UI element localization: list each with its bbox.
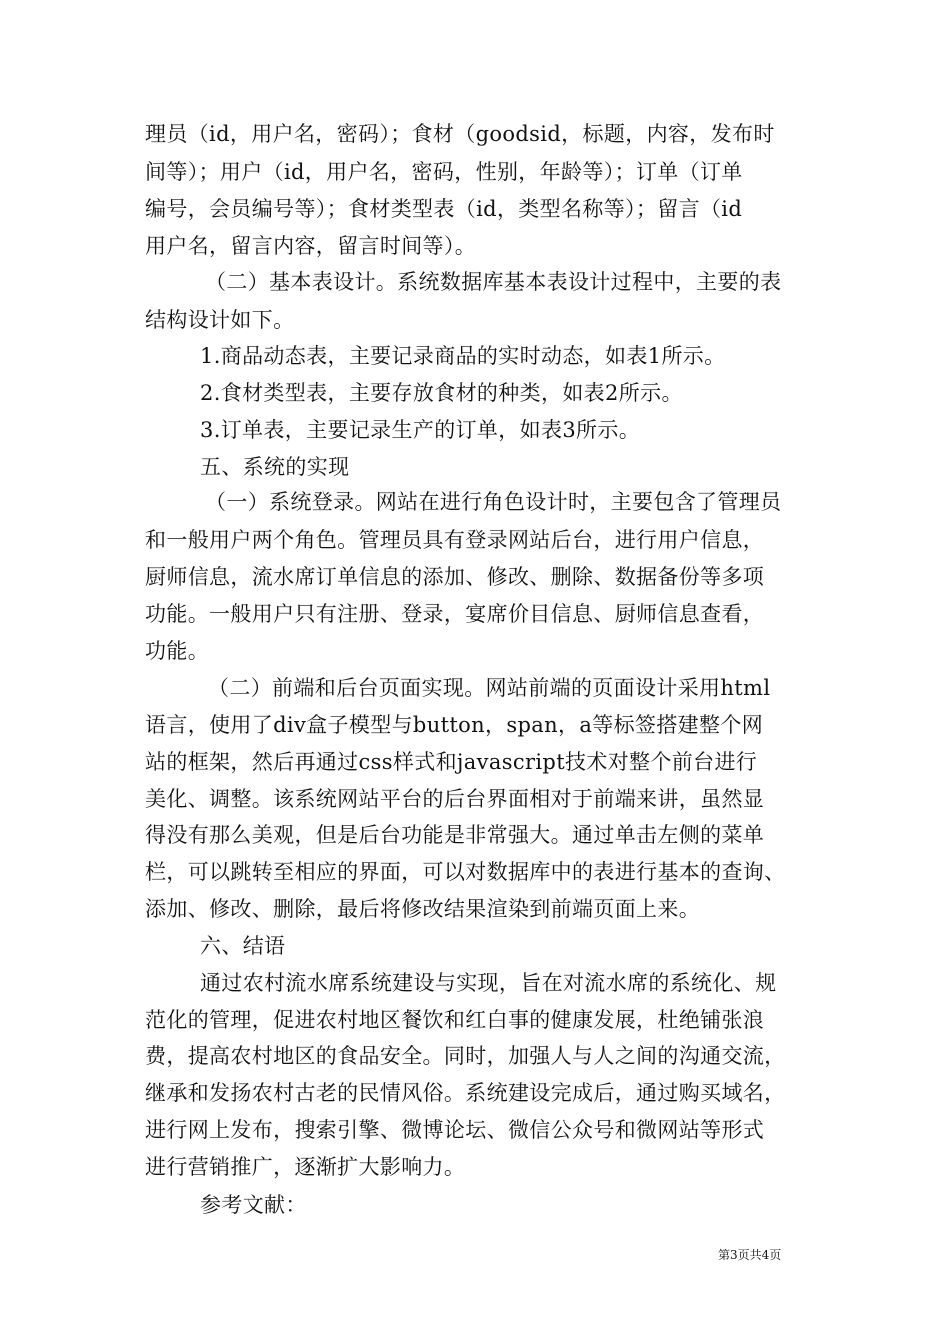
paragraph-frontend-backend: （二）前端和后台页面实现。网站前端的页面设计采用html <box>208 676 771 700</box>
text-line-22: 添加、修改、删除，最后将修改结果渲染到前端页面上来。 <box>145 897 701 921</box>
text-line-6: 结构设计如下。 <box>145 308 295 332</box>
paragraph-basic-table-design: （二）基本表设计。系统数据库基本表设计过程中，主要的表 <box>205 270 782 294</box>
text-line-1: 理员（id，用户名，密码）；食材（goodsid，标题，内容，发布时 <box>145 122 775 146</box>
text-line-29: 进行营销推广，逐渐扩大影响力。 <box>145 1155 466 1179</box>
section-heading-implementation: 五、系统的实现 <box>200 455 350 479</box>
text-line-12: 和一般用户两个角色。管理员具有登录网站后台，进行用户信息， <box>145 528 765 552</box>
text-line-18: 站的框架，然后再通过css样式和javascript技术对整个前台进行 <box>145 750 758 774</box>
text-line-25: 范化的管理，促进农村地区餐饮和红白事的健康发展，杜绝铺张浪 <box>145 1008 765 1032</box>
text-line-26: 费，提高农村地区的食品安全。同时，加强人与人之间的沟通交流， <box>145 1044 786 1068</box>
list-item-2: 2.食材类型表，主要存放食材的种类，如表2所示。 <box>200 381 683 405</box>
text-line-19: 美化、调整。该系统网站平台的后台界面相对于前端来讲，虽然显 <box>145 787 765 811</box>
text-line-3: 编号，会员编号等）；食材类型表（id，类型名称等）；留言（id <box>145 197 743 221</box>
text-line-20: 得没有那么美观，但是后台功能是非常强大。通过单击左侧的菜单 <box>145 823 765 847</box>
text-line-14: 功能。一般用户只有注册、登录，宴席价目信息、厨师信息查看， <box>145 602 765 626</box>
text-line-28: 进行网上发布，搜索引擎、微博论坛、微信公众号和微网站等形式 <box>145 1118 765 1142</box>
list-item-1: 1.商品动态表，主要记录商品的实时动态，如表1所示。 <box>200 344 726 368</box>
text-line-13: 厨师信息，流水席订单信息的添加、修改、删除、数据备份等多项 <box>145 565 765 589</box>
page-number-footer: 第3页共4页 <box>718 1248 782 1262</box>
section-heading-conclusion: 六、结语 <box>200 934 286 958</box>
list-item-3: 3.订单表，主要记录生产的订单，如表3所示。 <box>200 418 641 442</box>
paragraph-system-login: （一）系统登录。网站在进行角色设计时，主要包含了管理员 <box>205 490 782 514</box>
text-line-15: 功能。 <box>145 639 210 663</box>
text-line-2: 间等）；用户（id，用户名，密码，性别，年龄等）；订单（订单 <box>145 160 743 184</box>
text-line-4: 用户名，留言内容，留言时间等）。 <box>145 234 477 258</box>
section-heading-references: 参考文献： <box>200 1193 307 1217</box>
text-line-17: 语言，使用了div盒子模型与button，span，a等标签搭建整个网 <box>145 713 764 737</box>
text-line-21: 栏，可以跳转至相应的界面，可以对数据库中的表进行基本的查询、 <box>145 860 786 884</box>
paragraph-conclusion: 通过农村流水席系统建设与实现，旨在对流水席的系统化、规 <box>200 971 777 995</box>
text-line-27: 继承和发扬农村古老的民情风俗。系统建设完成后，通过购买域名， <box>145 1081 786 1105</box>
